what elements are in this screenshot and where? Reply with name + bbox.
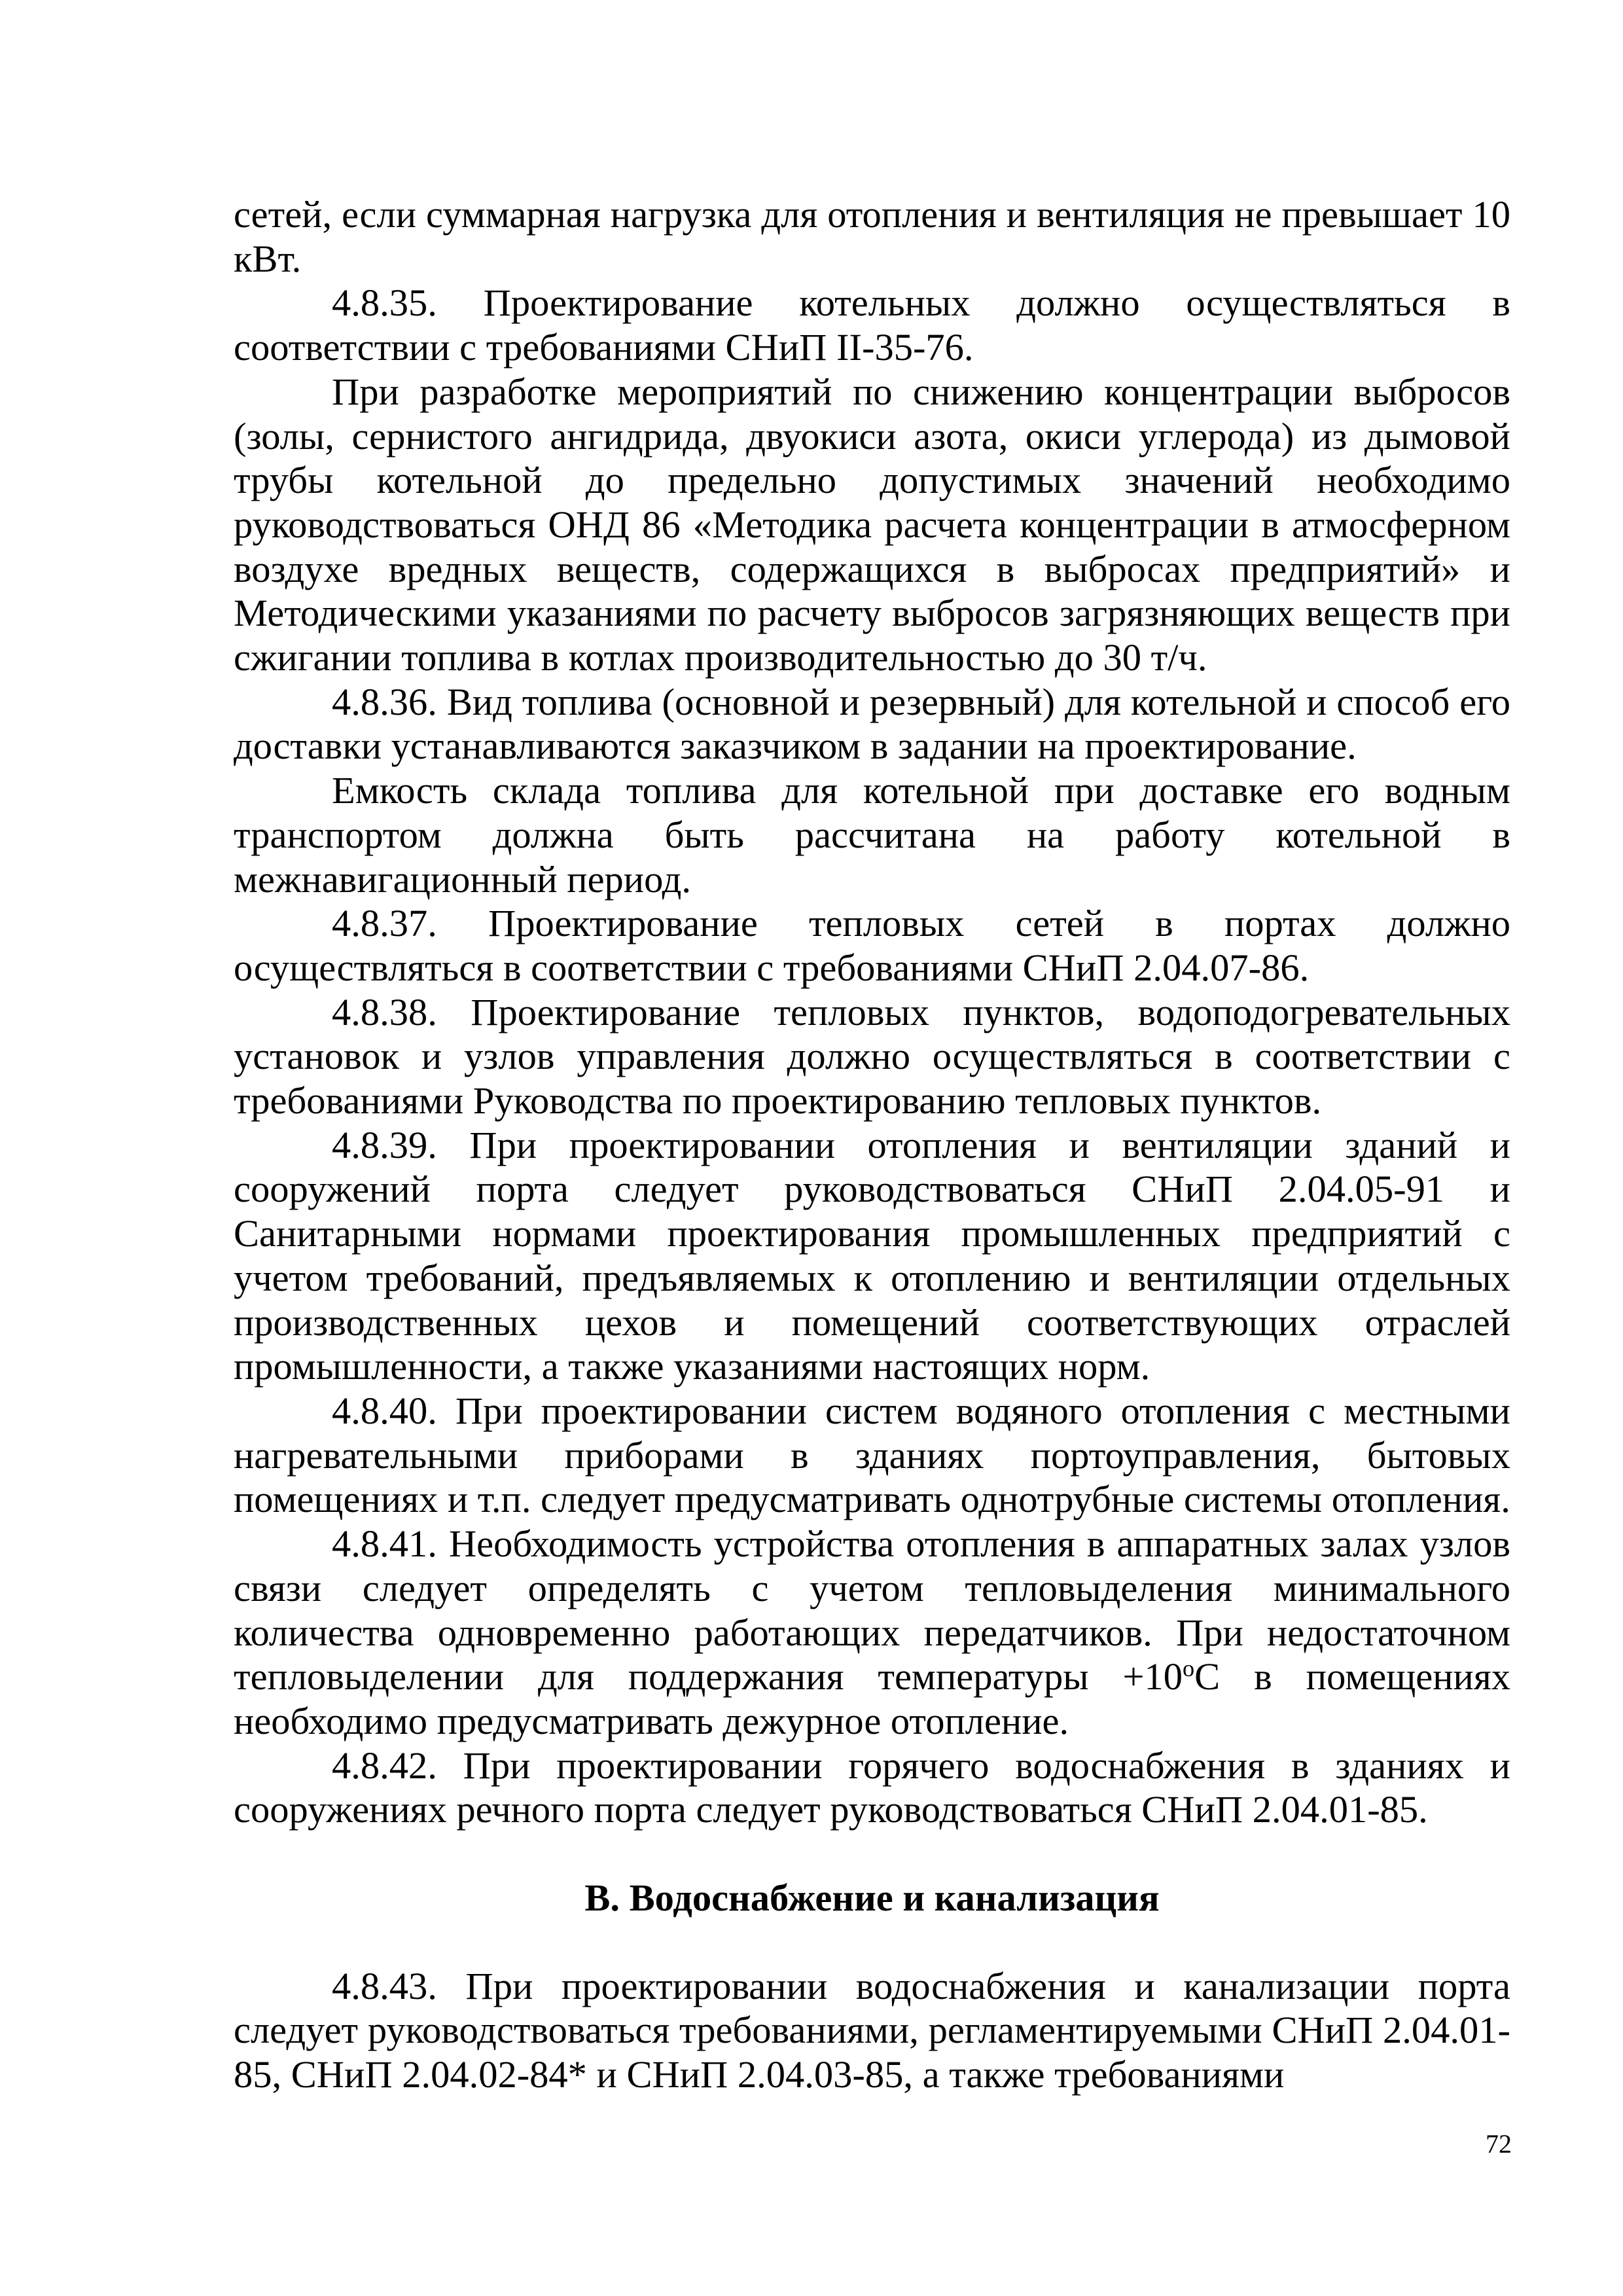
paragraph-4-8-35: 4.8.35. Проектирование котельных должно осуществляться в соответствии с требованиями СНиП II-35-76.: [234, 281, 1510, 369]
paragraph-4-8-39: 4.8.39. При проектировании отопления и вентиляции зданий и сооружений порта следует руководствоваться СНиП 2.04.05-91 и Санитарными нормами проектирования промышленных предприятий с учетом требований, предъявляемых к отоплению и вентиляции отдельных производственных цехов и помещений соответствующих отраслей промышленности, а также указаниями настоящих норм.: [234, 1123, 1510, 1388]
degree-superscript: o: [1183, 1655, 1195, 1682]
paragraph-4-8-41: [234, 1522, 1510, 1744]
paragraph-4-8-43: 4.8.43. При проектировании водоснабжения и канализации порта следует руководствоваться требованиями, регламентируемыми СНиП 2.04.01-85, СНиП 2.04.02-84* и СНиП 2.04.03-85, а также требованиями: [234, 1964, 1510, 2096]
page-number: 72: [1486, 2129, 1512, 2159]
paragraph-4-8-36-storage: Емкость склада топлива для котельной при доставке его водным транспортом должна быть рассчитана на работу котельной в межнавигационный период.: [234, 769, 1510, 901]
paragraph-continuation: сетей, если суммарная нагрузка для отопления и вентиляция не превышает 10 кВт.: [234, 193, 1510, 280]
section-heading: В. Водоснабжение и канализация: [584, 1876, 1160, 1920]
paragraph-4-8-41-text-before: 4.8.41. Необходимость устройства отопления в аппаратных залах узлов связи следует определять с учетом тепловыделения минимального количества одновременно работающих передатчиков. При недостаточном тепловыделении для поддержания температуры +10: [234, 1522, 1510, 1698]
paragraph-4-8-42: 4.8.42. При проектировании горячего водоснабжения в зданиях и сооружениях речного порта следует руководствоваться СНиП 2.04.01-85.: [234, 1744, 1510, 1831]
paragraph-4-8-37: 4.8.37. Проектирование тепловых сетей в портах должно осуществляться в соответствии с требованиями СНиП 2.04.07-86.: [234, 902, 1510, 989]
paragraph-4-8-35-emissions: При разработке мероприятий по снижению концентрации выбросов (золы, сернистого ангидрида, двуокиси азота, окиси углерода) из дымовой трубы котельной до предельно допустимых значений необходимо руководствоваться ОНД 86 «Методика расчета концентрации в атмосферном воздухе вредных веществ, содержащихся в выбросах предприятий» и Методическими указаниями по расчету выбросов загрязняющих веществ при сжигании топлива в котлах производительностью до 30 т/ч.: [234, 370, 1510, 679]
body-text: [234, 192, 1510, 2097]
paragraph-4-8-36: 4.8.36. Вид топлива (основной и резервный) для котельной и способ его доставки устанавливаются заказчиком в задании на проектирование.: [234, 680, 1510, 768]
paragraph-4-8-41-text-after: С в помещениях необходимо предусматривать дежурное отопление.: [234, 1655, 1511, 1742]
paragraph-4-8-38: 4.8.38. Проектирование тепловых пунктов, водоподогревательных установок и узлов управления должно осуществляться в соответствии с требованиями Руководства по проектированию тепловых пунктов.: [234, 990, 1510, 1122]
paragraph-4-8-40: 4.8.40. При проектировании систем водяного отопления с местными нагревательными приборами в зданиях портоуправления, бытовых помещениях и т.п. следует предусматривать однотрубные системы отопления.: [234, 1389, 1510, 1521]
